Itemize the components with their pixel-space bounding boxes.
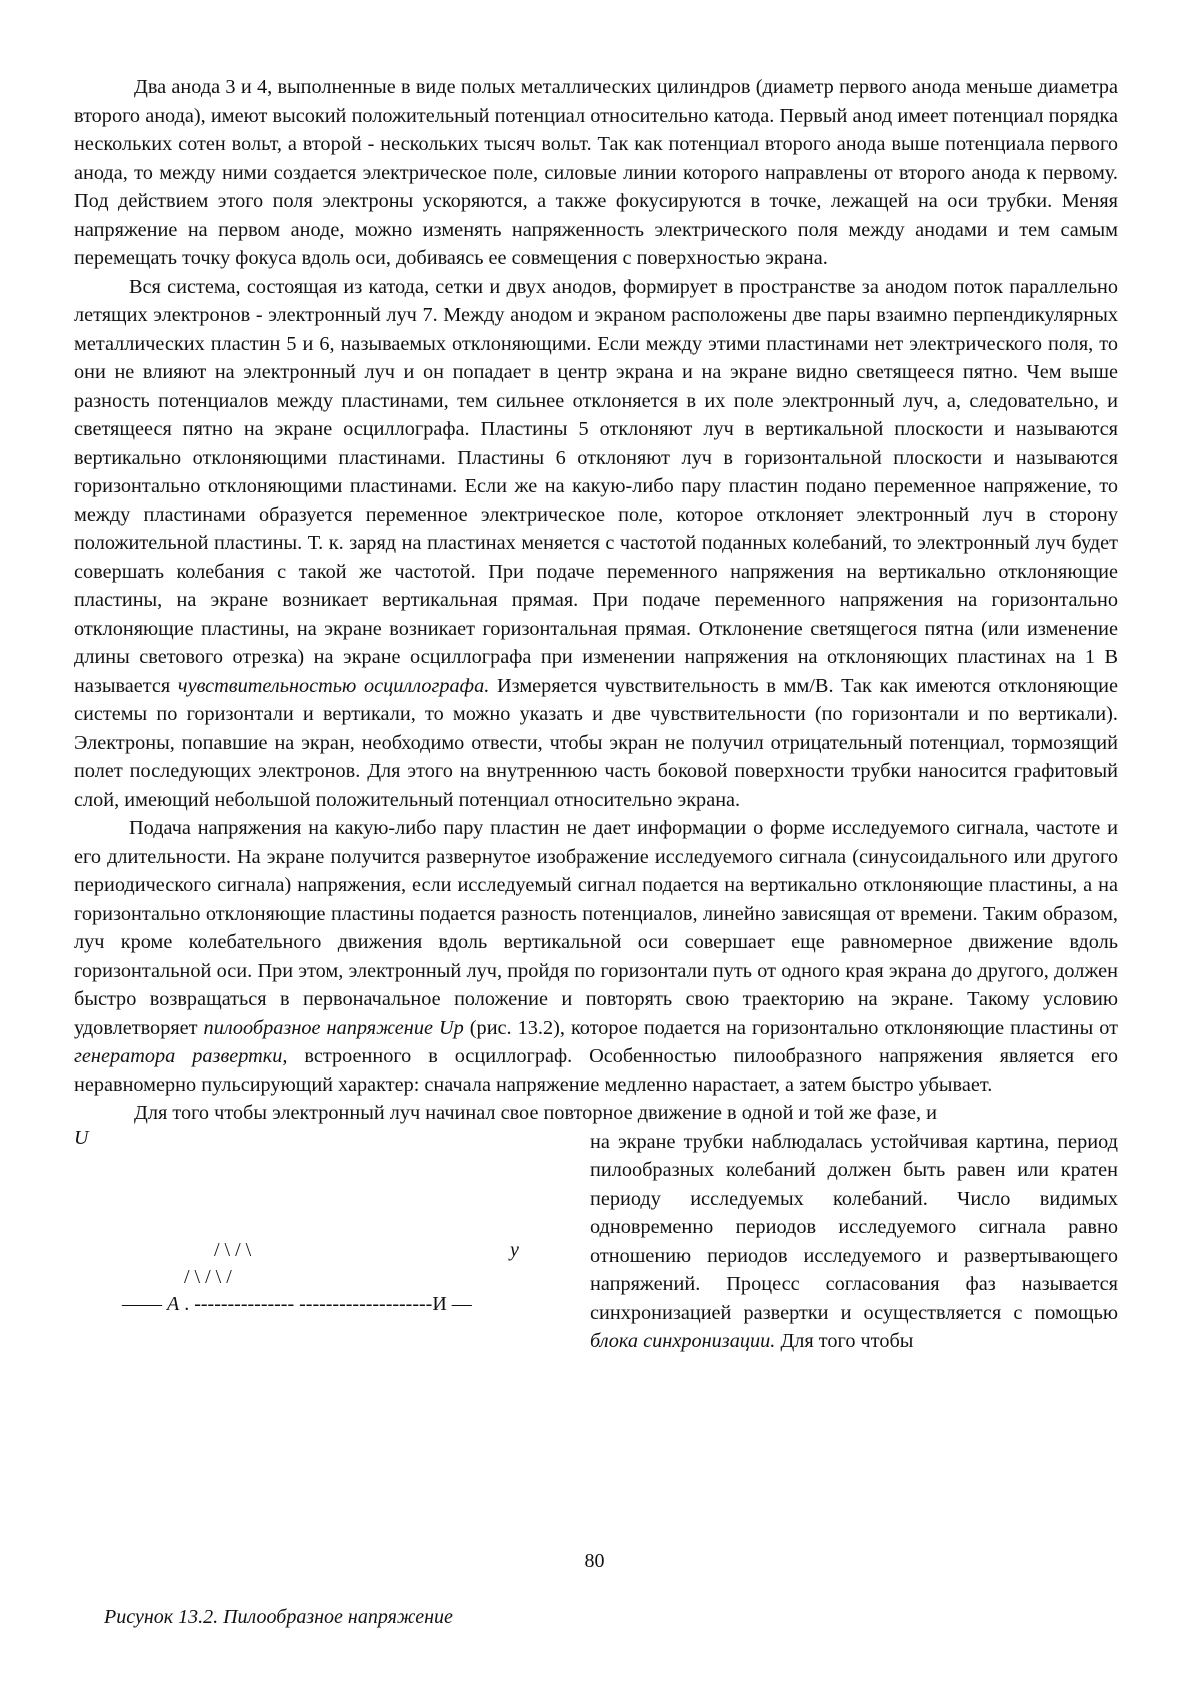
paragraph-deflection-system bbox=[74, 273, 1118, 815]
paragraph-sweep bbox=[74, 814, 1118, 1099]
term-sync-block: блока синхронизации. bbox=[590, 1330, 776, 1352]
label-y: у bbox=[510, 1239, 519, 1261]
sawtooth-figure bbox=[74, 1127, 554, 1387]
paragraph-anodes bbox=[74, 73, 1118, 273]
paragraph-sync-text: на экране трубки наблюдалась устойчивая картина, период пилообразных колебаний должен быть равен или кратен периоду исследуемых колебаний. Число видимых одновременно периодов исследуемого сигнала равно отношению периодов исследуемого и развертывающего напряжений. Процесс согласования фаз называется синхронизацией развертки и осуществляется с помощью bbox=[590, 1130, 1118, 1324]
sawtooth-row-middle: / \ / \ / bbox=[184, 1266, 232, 1288]
figure-caption: Рисунок 13.2. Пилообразное напряжение bbox=[104, 1606, 453, 1628]
paragraph-deflection-text-a: Вся система, состоящая из катода, сетки и двух анодов, формирует в пространстве за анодом поток параллельно летящих электронов - электронный луч 7. Между анодом и экраном расположены две пары взаимно перпендикулярных металлических пластин 5 и 6, называемых отклоняющими. Если между этими пластинами нет электрического поля, то они не влияют на электронный луч и он попадает в центр экрана и на экране видно светящееся пятно. Чем выше разность потенциалов между пластинами, тем сильнее отклоняется в их поле электронный луч, а, следовательно, и светящееся пятно на экране осциллографа. Пластины 5 отклоняют луч в вертикальной плоскости и называются вертикально отклоняющими пластинами. Пластины 6 отклоняют луч в горизонтальной плоскости и называются горизонтально отклоняющими пластинами. Если же на какую-либо пару пластин подано переменное напряжение, то между пластинами образуется переменное электрическое поле, которое отклоняет электронный луч в сторону положительной пластины. Т. к. заряд на пластинах меняется с частотой поданных колебаний, то электронный луч будет совершать колебания с такой же частотой. При подаче переменного напряжения на вертикально отклоняющие пластины, на экране возникает вертикальная прямая. При подаче переменного напряжения на горизонтально отклоняющие пластины, на экране возникает горизонтальная прямая. Отклонение светящегося пятна (или изменение длины светового отрезка) на экране осциллографа при изменении напряжения на отклоняющих пластинах на 1 В называется bbox=[74, 275, 1118, 697]
page-number: 80 bbox=[584, 1550, 605, 1572]
paragraph-sweep-text-c: встроенного в осциллограф. Особенностью пилообразного напряжения является его неравномерно пульсирующий характер: сначала напряжение медленно нарастает, а затем быстро убывает. bbox=[74, 1045, 1118, 1096]
paragraph-anodes-text: Два анода 3 и 4, выполненные в виде полых металлических цилиндров (диаметр первого анода меньше диаметра второго анода), имеют высокий положительный потенциал относительно катода. Первый анод имеет потенциал порядка нескольких сотен вольт, а второй - нескольких тысяч вольт. Так как потенциал второго анода выше потенциала первого анода, то между ними создается электрическое поле, силовые линии которого направлены от второго анода к первому. Под действием этого поля электроны ускоряются, а также фокусируются в точке, лежащей на оси трубки. Меняя напряжение на первом аноде, можно изменять напряженность электрического поля между анодами и тем самым перемещать точку фокуса вдоль оси, добиваясь ее совмещения с поверхностью экрана. bbox=[74, 76, 1118, 269]
term-sweep-generator: генератора развертки, bbox=[74, 1045, 288, 1067]
sawtooth-row-top: / \ / \ bbox=[214, 1239, 252, 1261]
term-sawtooth-voltage: пилообразное напряжение Uр bbox=[203, 1016, 464, 1039]
axis-u-label: U bbox=[74, 1127, 89, 1149]
paragraph-sync-wrapped bbox=[590, 1128, 1118, 1356]
sawtooth-baseline bbox=[122, 1293, 472, 1316]
page-body bbox=[74, 73, 1118, 1393]
term-sensitivity: чувствительностью осциллографа. bbox=[177, 674, 490, 697]
paragraph-sync-first-line: Для того чтобы электронный луч начинал свое повторное движение в одной и той же фазе, и bbox=[134, 1102, 938, 1124]
paragraph-sync-end: Для того чтобы bbox=[780, 1330, 914, 1352]
baseline-left: —— bbox=[122, 1293, 167, 1315]
paragraph-sweep-text-b: (рис. 13.2), которое подается на горизонтально отклоняющие пластины от bbox=[469, 1016, 1119, 1039]
baseline-dashes: . --------------- --------------------И — bbox=[179, 1293, 472, 1315]
paragraph-sweep-text-a: Подача напряжения на какую-либо пару пластин не дает информации о форме исследуемого сигнала, частоте и его длительности. На экране получится развернутое изображение исследуемого сигнала (синусоидального или другого периодического сигнала) напряжения, если исследуемый сигнал подается на вертикально отклоняющие пластины, а на горизонтально отклоняющие пластины подается разность потенциалов, линейно зависящая от времени. Таким образом, луч кроме колебательного движения вдоль вертикальной оси совершает еще равномерное движение вдоль горизонтальной оси. При этом, электронный луч, пройдя по горизонтали путь от одного края экрана до другого, должен быстро возвращаться в первоначальное положение и повторять свою траекторию на экране. Такому условию удовлетворяет bbox=[74, 817, 1118, 1039]
paragraph-deflection-text-b: Измеряется чувствительность в мм/В. Так как имеются отклоняющие системы по горизонтали и вертикали, то можно указать и две чувствительности (по горизонтали и по вертикали). Электроны, попавшие на экран, необходимо отвести, чтобы экран не получил отрицательный потенциал, тормозящий полет последующих электронов. Для этого на внутреннюю часть боковой поверхности трубки наносится графитовый слой, имеющий небольшой положительный потенциал относительно экрана. bbox=[74, 674, 1118, 811]
sync-section bbox=[74, 1099, 1118, 1393]
label-a: А bbox=[167, 1293, 180, 1315]
